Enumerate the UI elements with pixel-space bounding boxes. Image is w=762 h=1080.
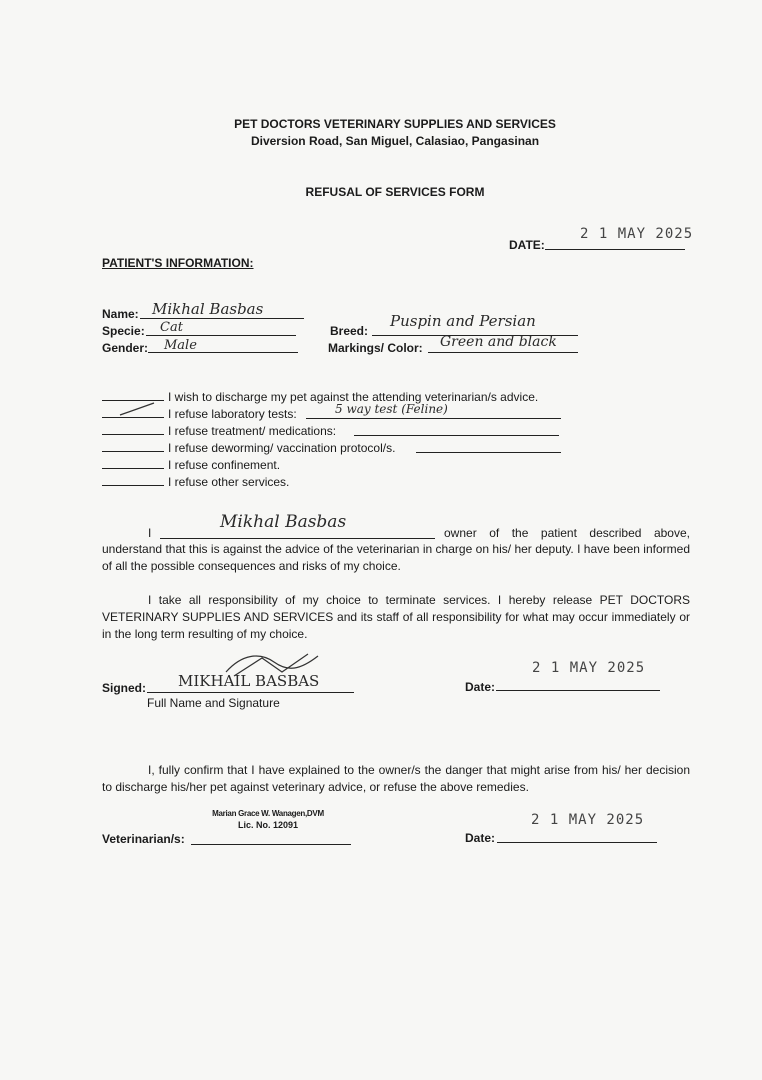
date-stamp: 2 1 MAY 2025 [580, 226, 694, 242]
clinic-address: Diversion Road, San Miguel, Calasiao, Pangasinan [250, 134, 540, 148]
option-deworming[interactable] [102, 440, 395, 456]
responsibility-body: I take all responsibility of my choice to terminate services. I hereby release PET DOCTORS VETERINARY SUPPLIES AND SERVICES and its staff of all responsibility for what may occur immediately or in the long term resulting of my choice. [102, 593, 690, 641]
name-line [140, 318, 304, 319]
breed-value: Puspin and Persian [390, 312, 536, 330]
markings-value: Green and black [440, 334, 557, 350]
gender-label: Gender: [102, 341, 149, 355]
statement-suffix: owner of the patient described above, [444, 526, 690, 540]
vet-date-stamp: 2 1 MAY 2025 [531, 812, 645, 828]
option-text: I refuse treatment/ medications: [168, 424, 337, 438]
vet-name: Marian Grace W. Wanagen,DVM [212, 809, 324, 818]
option-other[interactable] [102, 474, 289, 490]
option-confinement[interactable] [102, 457, 280, 473]
confirmation-text [102, 762, 690, 796]
signed-date-line [496, 690, 660, 691]
clinic-name: PET DOCTORS VETERINARY SUPPLIES AND SERVICES [234, 117, 556, 131]
signed-date-stamp: 2 1 MAY 2025 [532, 660, 646, 676]
date-line [545, 249, 685, 250]
form-title: REFUSAL OF SERVICES FORM [305, 185, 485, 199]
statement-prefix: I [148, 526, 152, 540]
breed-label: Breed: [330, 324, 369, 338]
option-text: I refuse other services. [168, 475, 290, 489]
markings-line [428, 352, 578, 353]
gender-value: Male [164, 338, 197, 353]
signed-date-label: Date: [465, 680, 496, 694]
signature-caption: Full Name and Signature [147, 696, 280, 710]
option-text: I wish to discharge my pet against the attending veterinarian/s advice. [168, 390, 539, 404]
check-mark-icon [118, 401, 158, 417]
vet-license: Lic. No. 12091 [237, 820, 299, 830]
option-checkbox-line[interactable] [102, 407, 164, 418]
name-value: Mikhal Basbas [152, 300, 264, 318]
option-discharge[interactable] [102, 389, 538, 405]
option-text: I refuse confinement. [168, 458, 281, 472]
lab-tests-line [306, 418, 561, 419]
patient-section-title: PATIENT'S INFORMATION: [102, 256, 254, 270]
markings-label: Markings/ Color: [328, 341, 423, 355]
date-label: DATE: [509, 238, 545, 252]
confirmation-body: I, fully confirm that I have explained to the owner/s the danger that might arise from his/ her decision to discharge his/her pet against veterinary advice, or refuse the above remedies. [102, 763, 690, 794]
option-treatment[interactable] [102, 423, 336, 439]
deworming-line [416, 452, 561, 453]
treatment-line [354, 435, 559, 436]
option-checkbox-line[interactable] [102, 458, 164, 469]
signature-line [147, 692, 354, 693]
vet-label: Veterinarian/s: [102, 832, 185, 846]
option-checkbox-line[interactable] [102, 441, 164, 452]
statement-rest: understand that this is against the advice of the veterinarian in charge on his/ her deputy. I have been informed of all the possible consequences and risks of my choice. [102, 542, 690, 573]
specie-line [146, 335, 296, 336]
option-text: I refuse deworming/ vaccination protocol/s. [168, 441, 396, 455]
specie-label: Specie: [102, 324, 145, 338]
option-checkbox-line[interactable] [102, 475, 164, 486]
option-checkbox-line[interactable] [102, 390, 164, 401]
option-text: I refuse laboratory tests: [168, 407, 297, 421]
lab-tests-detail: 5 way test (Feline) [335, 402, 448, 416]
owner-name: Mikhal Basbas [220, 512, 347, 532]
specie-value: Cat [160, 320, 183, 335]
name-label: Name: [102, 307, 139, 321]
option-checkbox-line[interactable] [102, 424, 164, 435]
signature-name: MIKHAIL BASBAS [178, 672, 320, 690]
signed-label: Signed: [102, 681, 146, 695]
vet-date-label: Date: [465, 831, 496, 845]
option-lab-tests[interactable] [102, 406, 297, 422]
owner-name-line [160, 538, 435, 539]
responsibility-text [102, 592, 690, 643]
vet-signature-line [191, 844, 351, 845]
vet-date-line [497, 842, 657, 843]
